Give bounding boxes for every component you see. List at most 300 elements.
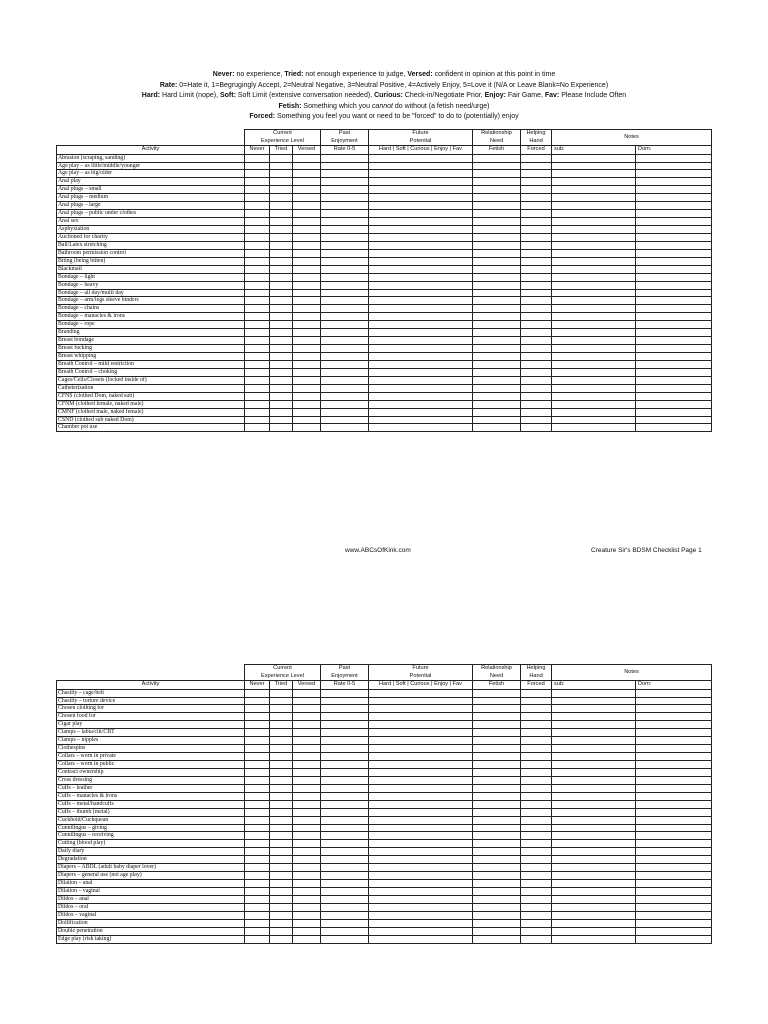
tried-cell[interactable] — [270, 903, 293, 911]
rate-cell[interactable] — [321, 313, 369, 321]
never-cell[interactable] — [245, 368, 270, 376]
forced-cell[interactable] — [521, 927, 552, 935]
sub-notes-cell[interactable] — [552, 721, 636, 729]
sub-notes-cell[interactable] — [552, 226, 636, 234]
versed-cell[interactable] — [293, 416, 321, 424]
sub-notes-cell[interactable] — [552, 170, 636, 178]
dom-notes-cell[interactable] — [636, 218, 712, 226]
never-cell[interactable] — [245, 273, 270, 281]
versed-cell[interactable] — [293, 824, 321, 832]
future-potential-cell[interactable] — [369, 360, 473, 368]
future-potential-cell[interactable] — [369, 784, 473, 792]
future-potential-cell[interactable] — [369, 249, 473, 257]
fetish-cell[interactable] — [473, 400, 521, 408]
dom-notes-cell[interactable] — [636, 281, 712, 289]
versed-cell[interactable] — [293, 210, 321, 218]
sub-notes-cell[interactable] — [552, 832, 636, 840]
sub-notes-cell[interactable] — [552, 689, 636, 697]
dom-notes-cell[interactable] — [636, 368, 712, 376]
future-potential-cell[interactable] — [369, 400, 473, 408]
sub-notes-cell[interactable] — [552, 154, 636, 162]
forced-cell[interactable] — [521, 753, 552, 761]
sub-notes-cell[interactable] — [552, 784, 636, 792]
fetish-cell[interactable] — [473, 226, 521, 234]
sub-notes-cell[interactable] — [552, 408, 636, 416]
forced-cell[interactable] — [521, 776, 552, 784]
future-potential-cell[interactable] — [369, 194, 473, 202]
versed-cell[interactable] — [293, 911, 321, 919]
tried-cell[interactable] — [270, 233, 293, 241]
versed-cell[interactable] — [293, 935, 321, 943]
sub-notes-cell[interactable] — [552, 761, 636, 769]
never-cell[interactable] — [245, 313, 270, 321]
sub-notes-cell[interactable] — [552, 927, 636, 935]
dom-notes-cell[interactable] — [636, 705, 712, 713]
never-cell[interactable] — [245, 226, 270, 234]
versed-cell[interactable] — [293, 872, 321, 880]
fetish-cell[interactable] — [473, 337, 521, 345]
tried-cell[interactable] — [270, 321, 293, 329]
future-potential-cell[interactable] — [369, 816, 473, 824]
sub-notes-cell[interactable] — [552, 249, 636, 257]
rate-cell[interactable] — [321, 368, 369, 376]
fetish-cell[interactable] — [473, 872, 521, 880]
sub-notes-cell[interactable] — [552, 345, 636, 353]
never-cell[interactable] — [245, 210, 270, 218]
fetish-cell[interactable] — [473, 360, 521, 368]
tried-cell[interactable] — [270, 289, 293, 297]
sub-notes-cell[interactable] — [552, 856, 636, 864]
dom-notes-cell[interactable] — [636, 257, 712, 265]
fetish-cell[interactable] — [473, 919, 521, 927]
forced-cell[interactable] — [521, 353, 552, 361]
tried-cell[interactable] — [270, 737, 293, 745]
fetish-cell[interactable] — [473, 927, 521, 935]
tried-cell[interactable] — [270, 170, 293, 178]
versed-cell[interactable] — [293, 888, 321, 896]
rate-cell[interactable] — [321, 721, 369, 729]
fetish-cell[interactable] — [473, 289, 521, 297]
never-cell[interactable] — [245, 895, 270, 903]
forced-cell[interactable] — [521, 903, 552, 911]
fetish-cell[interactable] — [473, 856, 521, 864]
never-cell[interactable] — [245, 808, 270, 816]
never-cell[interactable] — [245, 776, 270, 784]
dom-notes-cell[interactable] — [636, 919, 712, 927]
sub-notes-cell[interactable] — [552, 713, 636, 721]
dom-notes-cell[interactable] — [636, 776, 712, 784]
fetish-cell[interactable] — [473, 800, 521, 808]
fetish-cell[interactable] — [473, 745, 521, 753]
forced-cell[interactable] — [521, 824, 552, 832]
tried-cell[interactable] — [270, 297, 293, 305]
tried-cell[interactable] — [270, 360, 293, 368]
forced-cell[interactable] — [521, 273, 552, 281]
sub-notes-cell[interactable] — [552, 329, 636, 337]
sub-notes-cell[interactable] — [552, 895, 636, 903]
future-potential-cell[interactable] — [369, 800, 473, 808]
rate-cell[interactable] — [321, 927, 369, 935]
never-cell[interactable] — [245, 321, 270, 329]
forced-cell[interactable] — [521, 194, 552, 202]
never-cell[interactable] — [245, 241, 270, 249]
fetish-cell[interactable] — [473, 249, 521, 257]
fetish-cell[interactable] — [473, 154, 521, 162]
never-cell[interactable] — [245, 400, 270, 408]
sub-notes-cell[interactable] — [552, 186, 636, 194]
fetish-cell[interactable] — [473, 368, 521, 376]
forced-cell[interactable] — [521, 416, 552, 424]
forced-cell[interactable] — [521, 170, 552, 178]
rate-cell[interactable] — [321, 154, 369, 162]
rate-cell[interactable] — [321, 824, 369, 832]
dom-notes-cell[interactable] — [636, 729, 712, 737]
dom-notes-cell[interactable] — [636, 689, 712, 697]
dom-notes-cell[interactable] — [636, 895, 712, 903]
versed-cell[interactable] — [293, 305, 321, 313]
rate-cell[interactable] — [321, 737, 369, 745]
rate-cell[interactable] — [321, 864, 369, 872]
versed-cell[interactable] — [293, 408, 321, 416]
sub-notes-cell[interactable] — [552, 745, 636, 753]
fetish-cell[interactable] — [473, 186, 521, 194]
tried-cell[interactable] — [270, 808, 293, 816]
versed-cell[interactable] — [293, 345, 321, 353]
forced-cell[interactable] — [521, 329, 552, 337]
tried-cell[interactable] — [270, 202, 293, 210]
dom-notes-cell[interactable] — [636, 210, 712, 218]
fetish-cell[interactable] — [473, 792, 521, 800]
sub-notes-cell[interactable] — [552, 313, 636, 321]
dom-notes-cell[interactable] — [636, 848, 712, 856]
fetish-cell[interactable] — [473, 737, 521, 745]
rate-cell[interactable] — [321, 226, 369, 234]
tried-cell[interactable] — [270, 154, 293, 162]
fetish-cell[interactable] — [473, 424, 521, 432]
dom-notes-cell[interactable] — [636, 345, 712, 353]
forced-cell[interactable] — [521, 257, 552, 265]
dom-notes-cell[interactable] — [636, 792, 712, 800]
future-potential-cell[interactable] — [369, 753, 473, 761]
forced-cell[interactable] — [521, 305, 552, 313]
future-potential-cell[interactable] — [369, 202, 473, 210]
forced-cell[interactable] — [521, 840, 552, 848]
rate-cell[interactable] — [321, 376, 369, 384]
versed-cell[interactable] — [293, 337, 321, 345]
versed-cell[interactable] — [293, 729, 321, 737]
fetish-cell[interactable] — [473, 832, 521, 840]
tried-cell[interactable] — [270, 345, 293, 353]
dom-notes-cell[interactable] — [636, 768, 712, 776]
never-cell[interactable] — [245, 792, 270, 800]
fetish-cell[interactable] — [473, 408, 521, 416]
tried-cell[interactable] — [270, 273, 293, 281]
future-potential-cell[interactable] — [369, 353, 473, 361]
versed-cell[interactable] — [293, 273, 321, 281]
fetish-cell[interactable] — [473, 895, 521, 903]
versed-cell[interactable] — [293, 808, 321, 816]
never-cell[interactable] — [245, 927, 270, 935]
dom-notes-cell[interactable] — [636, 713, 712, 721]
sub-notes-cell[interactable] — [552, 848, 636, 856]
fetish-cell[interactable] — [473, 776, 521, 784]
sub-notes-cell[interactable] — [552, 241, 636, 249]
forced-cell[interactable] — [521, 202, 552, 210]
dom-notes-cell[interactable] — [636, 737, 712, 745]
future-potential-cell[interactable] — [369, 376, 473, 384]
sub-notes-cell[interactable] — [552, 705, 636, 713]
forced-cell[interactable] — [521, 154, 552, 162]
sub-notes-cell[interactable] — [552, 305, 636, 313]
future-potential-cell[interactable] — [369, 178, 473, 186]
tried-cell[interactable] — [270, 249, 293, 257]
future-potential-cell[interactable] — [369, 872, 473, 880]
forced-cell[interactable] — [521, 384, 552, 392]
versed-cell[interactable] — [293, 903, 321, 911]
dom-notes-cell[interactable] — [636, 824, 712, 832]
future-potential-cell[interactable] — [369, 289, 473, 297]
forced-cell[interactable] — [521, 392, 552, 400]
dom-notes-cell[interactable] — [636, 233, 712, 241]
future-potential-cell[interactable] — [369, 218, 473, 226]
dom-notes-cell[interactable] — [636, 903, 712, 911]
tried-cell[interactable] — [270, 210, 293, 218]
tried-cell[interactable] — [270, 392, 293, 400]
rate-cell[interactable] — [321, 745, 369, 753]
tried-cell[interactable] — [270, 241, 293, 249]
never-cell[interactable] — [245, 162, 270, 170]
tried-cell[interactable] — [270, 353, 293, 361]
tried-cell[interactable] — [270, 376, 293, 384]
forced-cell[interactable] — [521, 832, 552, 840]
versed-cell[interactable] — [293, 241, 321, 249]
sub-notes-cell[interactable] — [552, 424, 636, 432]
fetish-cell[interactable] — [473, 840, 521, 848]
versed-cell[interactable] — [293, 697, 321, 705]
tried-cell[interactable] — [270, 265, 293, 273]
fetish-cell[interactable] — [473, 305, 521, 313]
rate-cell[interactable] — [321, 761, 369, 769]
versed-cell[interactable] — [293, 186, 321, 194]
rate-cell[interactable] — [321, 935, 369, 943]
fetish-cell[interactable] — [473, 210, 521, 218]
future-potential-cell[interactable] — [369, 210, 473, 218]
versed-cell[interactable] — [293, 880, 321, 888]
forced-cell[interactable] — [521, 321, 552, 329]
future-potential-cell[interactable] — [369, 911, 473, 919]
never-cell[interactable] — [245, 697, 270, 705]
forced-cell[interactable] — [521, 376, 552, 384]
forced-cell[interactable] — [521, 241, 552, 249]
fetish-cell[interactable] — [473, 880, 521, 888]
sub-notes-cell[interactable] — [552, 753, 636, 761]
sub-notes-cell[interactable] — [552, 233, 636, 241]
future-potential-cell[interactable] — [369, 864, 473, 872]
never-cell[interactable] — [245, 745, 270, 753]
future-potential-cell[interactable] — [369, 824, 473, 832]
never-cell[interactable] — [245, 784, 270, 792]
sub-notes-cell[interactable] — [552, 297, 636, 305]
sub-notes-cell[interactable] — [552, 202, 636, 210]
tried-cell[interactable] — [270, 218, 293, 226]
forced-cell[interactable] — [521, 178, 552, 186]
versed-cell[interactable] — [293, 257, 321, 265]
future-potential-cell[interactable] — [369, 792, 473, 800]
sub-notes-cell[interactable] — [552, 376, 636, 384]
future-potential-cell[interactable] — [369, 170, 473, 178]
forced-cell[interactable] — [521, 737, 552, 745]
rate-cell[interactable] — [321, 384, 369, 392]
sub-notes-cell[interactable] — [552, 888, 636, 896]
rate-cell[interactable] — [321, 178, 369, 186]
dom-notes-cell[interactable] — [636, 241, 712, 249]
tried-cell[interactable] — [270, 162, 293, 170]
rate-cell[interactable] — [321, 689, 369, 697]
dom-notes-cell[interactable] — [636, 816, 712, 824]
future-potential-cell[interactable] — [369, 384, 473, 392]
never-cell[interactable] — [245, 154, 270, 162]
future-potential-cell[interactable] — [369, 162, 473, 170]
future-potential-cell[interactable] — [369, 895, 473, 903]
versed-cell[interactable] — [293, 800, 321, 808]
rate-cell[interactable] — [321, 408, 369, 416]
future-potential-cell[interactable] — [369, 337, 473, 345]
dom-notes-cell[interactable] — [636, 416, 712, 424]
fetish-cell[interactable] — [473, 241, 521, 249]
fetish-cell[interactable] — [473, 353, 521, 361]
forced-cell[interactable] — [521, 880, 552, 888]
tried-cell[interactable] — [270, 721, 293, 729]
tried-cell[interactable] — [270, 935, 293, 943]
versed-cell[interactable] — [293, 919, 321, 927]
sub-notes-cell[interactable] — [552, 935, 636, 943]
rate-cell[interactable] — [321, 792, 369, 800]
fetish-cell[interactable] — [473, 697, 521, 705]
rate-cell[interactable] — [321, 170, 369, 178]
never-cell[interactable] — [245, 856, 270, 864]
sub-notes-cell[interactable] — [552, 919, 636, 927]
dom-notes-cell[interactable] — [636, 424, 712, 432]
fetish-cell[interactable] — [473, 689, 521, 697]
forced-cell[interactable] — [521, 408, 552, 416]
versed-cell[interactable] — [293, 297, 321, 305]
forced-cell[interactable] — [521, 162, 552, 170]
rate-cell[interactable] — [321, 800, 369, 808]
fetish-cell[interactable] — [473, 888, 521, 896]
sub-notes-cell[interactable] — [552, 321, 636, 329]
never-cell[interactable] — [245, 935, 270, 943]
versed-cell[interactable] — [293, 816, 321, 824]
fetish-cell[interactable] — [473, 233, 521, 241]
fetish-cell[interactable] — [473, 705, 521, 713]
fetish-cell[interactable] — [473, 281, 521, 289]
versed-cell[interactable] — [293, 321, 321, 329]
tried-cell[interactable] — [270, 927, 293, 935]
never-cell[interactable] — [245, 848, 270, 856]
tried-cell[interactable] — [270, 911, 293, 919]
never-cell[interactable] — [245, 888, 270, 896]
tried-cell[interactable] — [270, 368, 293, 376]
dom-notes-cell[interactable] — [636, 273, 712, 281]
dom-notes-cell[interactable] — [636, 170, 712, 178]
future-potential-cell[interactable] — [369, 776, 473, 784]
fetish-cell[interactable] — [473, 178, 521, 186]
forced-cell[interactable] — [521, 713, 552, 721]
forced-cell[interactable] — [521, 800, 552, 808]
forced-cell[interactable] — [521, 848, 552, 856]
future-potential-cell[interactable] — [369, 768, 473, 776]
dom-notes-cell[interactable] — [636, 840, 712, 848]
versed-cell[interactable] — [293, 840, 321, 848]
never-cell[interactable] — [245, 713, 270, 721]
forced-cell[interactable] — [521, 226, 552, 234]
never-cell[interactable] — [245, 911, 270, 919]
dom-notes-cell[interactable] — [636, 321, 712, 329]
forced-cell[interactable] — [521, 856, 552, 864]
fetish-cell[interactable] — [473, 194, 521, 202]
future-potential-cell[interactable] — [369, 697, 473, 705]
sub-notes-cell[interactable] — [552, 872, 636, 880]
dom-notes-cell[interactable] — [636, 194, 712, 202]
forced-cell[interactable] — [521, 864, 552, 872]
future-potential-cell[interactable] — [369, 329, 473, 337]
tried-cell[interactable] — [270, 705, 293, 713]
future-potential-cell[interactable] — [369, 321, 473, 329]
sub-notes-cell[interactable] — [552, 360, 636, 368]
dom-notes-cell[interactable] — [636, 186, 712, 194]
versed-cell[interactable] — [293, 249, 321, 257]
future-potential-cell[interactable] — [369, 154, 473, 162]
never-cell[interactable] — [245, 768, 270, 776]
dom-notes-cell[interactable] — [636, 745, 712, 753]
versed-cell[interactable] — [293, 895, 321, 903]
sub-notes-cell[interactable] — [552, 864, 636, 872]
tried-cell[interactable] — [270, 384, 293, 392]
forced-cell[interactable] — [521, 400, 552, 408]
never-cell[interactable] — [245, 353, 270, 361]
sub-notes-cell[interactable] — [552, 384, 636, 392]
sub-notes-cell[interactable] — [552, 178, 636, 186]
future-potential-cell[interactable] — [369, 713, 473, 721]
dom-notes-cell[interactable] — [636, 360, 712, 368]
versed-cell[interactable] — [293, 721, 321, 729]
sub-notes-cell[interactable] — [552, 281, 636, 289]
never-cell[interactable] — [245, 737, 270, 745]
versed-cell[interactable] — [293, 776, 321, 784]
never-cell[interactable] — [245, 689, 270, 697]
future-potential-cell[interactable] — [369, 721, 473, 729]
never-cell[interactable] — [245, 416, 270, 424]
forced-cell[interactable] — [521, 792, 552, 800]
never-cell[interactable] — [245, 297, 270, 305]
sub-notes-cell[interactable] — [552, 776, 636, 784]
rate-cell[interactable] — [321, 202, 369, 210]
versed-cell[interactable] — [293, 792, 321, 800]
forced-cell[interactable] — [521, 424, 552, 432]
future-potential-cell[interactable] — [369, 392, 473, 400]
fetish-cell[interactable] — [473, 265, 521, 273]
versed-cell[interactable] — [293, 768, 321, 776]
future-potential-cell[interactable] — [369, 903, 473, 911]
rate-cell[interactable] — [321, 816, 369, 824]
rate-cell[interactable] — [321, 305, 369, 313]
sub-notes-cell[interactable] — [552, 353, 636, 361]
never-cell[interactable] — [245, 729, 270, 737]
sub-notes-cell[interactable] — [552, 162, 636, 170]
versed-cell[interactable] — [293, 737, 321, 745]
sub-notes-cell[interactable] — [552, 800, 636, 808]
versed-cell[interactable] — [293, 761, 321, 769]
